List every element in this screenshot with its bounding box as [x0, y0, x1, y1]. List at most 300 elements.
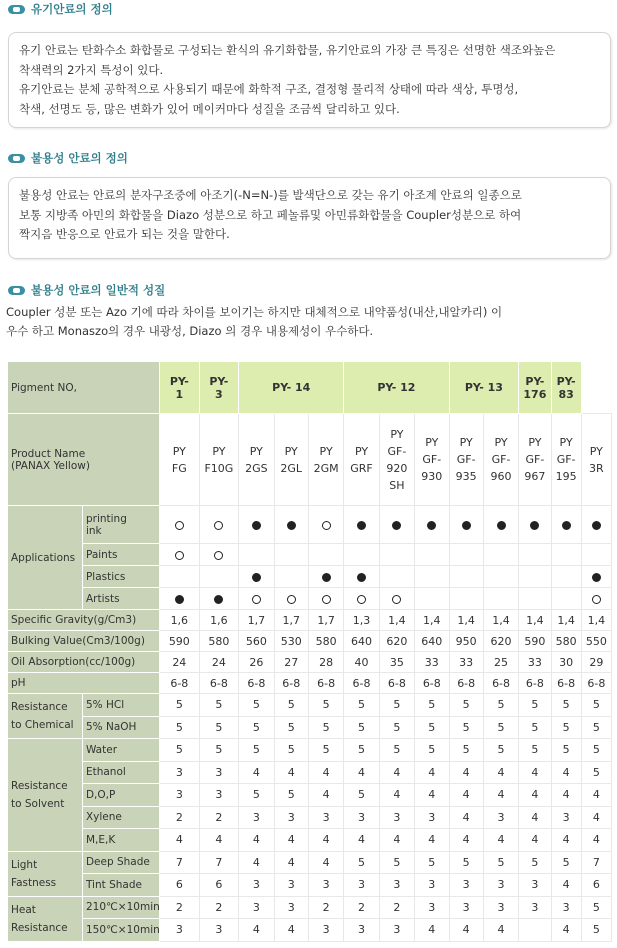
- rating-value: 5: [449, 716, 483, 739]
- property-value: 27: [274, 652, 308, 673]
- application-name: printing ink: [82, 506, 159, 544]
- rating-value: 4: [449, 784, 483, 807]
- application-mark: [379, 566, 414, 588]
- application-mark: [379, 588, 414, 610]
- rating-value: 3: [308, 874, 343, 897]
- application-mark: [239, 544, 274, 566]
- pigment-number: PY- 176: [519, 362, 551, 414]
- rating-value: 3: [344, 874, 379, 897]
- property-name: Bulking Value(Cm3/100g): [8, 631, 160, 652]
- rating-value: 5: [519, 851, 551, 874]
- rating-row: [8, 829, 612, 852]
- rating-value: 4: [308, 761, 343, 784]
- rating-value: 5: [239, 716, 274, 739]
- rating-value: 5: [551, 694, 581, 717]
- rating-value: 3: [274, 874, 308, 897]
- property-value: 580: [199, 631, 239, 652]
- rating-value: 5: [160, 716, 200, 739]
- rating-name: Ethanol: [82, 761, 159, 784]
- rating-row: [8, 694, 612, 717]
- pigment-row: [8, 362, 612, 414]
- application-mark: [344, 588, 379, 610]
- rating-value: 5: [160, 694, 200, 717]
- application-name: Artists: [82, 588, 159, 610]
- rating-value: 4: [581, 806, 611, 829]
- application-mark: [519, 544, 551, 566]
- application-mark: [551, 588, 581, 610]
- open-circle-icon: [214, 551, 223, 560]
- rating-value: 4: [415, 761, 449, 784]
- rating-value: 5: [415, 851, 449, 874]
- application-mark: [239, 588, 274, 610]
- rating-value: 4: [551, 874, 581, 897]
- rating-value: 3: [449, 874, 483, 897]
- filled-circle-icon: [357, 573, 366, 582]
- application-mark: [308, 588, 343, 610]
- property-value: 6-8: [449, 673, 483, 694]
- application-name: Paints: [82, 544, 159, 566]
- group-label: Heat Resistance: [8, 896, 83, 941]
- rating-value: 4: [449, 761, 483, 784]
- application-mark: [344, 544, 379, 566]
- rating-value: 4: [239, 761, 274, 784]
- rating-value: 4: [274, 829, 308, 852]
- product-row: [8, 414, 612, 506]
- rating-row: [8, 761, 612, 784]
- rating-value: 5: [379, 694, 414, 717]
- rating-value: 5: [274, 694, 308, 717]
- rating-value: 3: [379, 919, 414, 942]
- application-mark: [160, 588, 200, 610]
- application-mark: [449, 544, 483, 566]
- rating-value: 4: [581, 784, 611, 807]
- application-mark: [308, 544, 343, 566]
- rating-value: 4: [483, 761, 518, 784]
- property-value: 580: [551, 631, 581, 652]
- rating-value: 5: [379, 716, 414, 739]
- rating-row: [8, 716, 612, 739]
- rating-row: [8, 919, 612, 942]
- rating-value: 5: [415, 739, 449, 762]
- rating-value: 3: [160, 761, 200, 784]
- pigment-number: PY- 13: [449, 362, 519, 414]
- rating-value: 7: [160, 851, 200, 874]
- application-row: [8, 588, 612, 610]
- application-mark: [551, 506, 581, 544]
- rating-value: 4: [308, 829, 343, 852]
- application-mark: [239, 506, 274, 544]
- rating-value: 2: [160, 806, 200, 829]
- application-mark: [344, 506, 379, 544]
- rating-value: 4: [483, 829, 518, 852]
- open-circle-icon: [322, 521, 331, 530]
- rating-value: 4: [551, 761, 581, 784]
- rating-value: 2: [199, 896, 239, 919]
- filled-circle-icon: [392, 521, 401, 530]
- rating-name: Water: [82, 739, 159, 762]
- application-mark: [160, 544, 200, 566]
- rating-value: 4: [239, 919, 274, 942]
- rating-value: 4: [308, 851, 343, 874]
- application-mark: [483, 566, 518, 588]
- property-row: [8, 631, 612, 652]
- property-value: 29: [581, 652, 611, 673]
- property-value: 560: [239, 631, 274, 652]
- rating-value: 4: [274, 919, 308, 942]
- rating-row: [8, 851, 612, 874]
- property-value: 640: [415, 631, 449, 652]
- application-mark: [160, 506, 200, 544]
- property-row: [8, 610, 612, 631]
- application-mark: [239, 566, 274, 588]
- property-value: 1,4: [415, 610, 449, 631]
- filled-circle-icon: [530, 521, 539, 530]
- application-mark: [581, 506, 611, 544]
- application-mark: [581, 544, 611, 566]
- product-name: PY GF- 195: [551, 414, 581, 506]
- rating-value: 3: [551, 806, 581, 829]
- property-value: 1,4: [519, 610, 551, 631]
- rating-value: 5: [483, 739, 518, 762]
- rating-row: [8, 806, 612, 829]
- application-mark: [199, 544, 239, 566]
- property-value: 950: [449, 631, 483, 652]
- property-name: Specific Gravity(g/Cm3): [8, 610, 160, 631]
- rating-value: 4: [483, 919, 518, 942]
- rating-value: 3: [449, 896, 483, 919]
- property-value: 6-8: [344, 673, 379, 694]
- rating-value: 3: [415, 896, 449, 919]
- property-value: 6-8: [274, 673, 308, 694]
- general-properties-text: Coupler 성분 또는 Azo 기에 따라 차이를 보이기는 하지만 대체적으로 내약품성(내산,내알카리) 이 우수 하고 Monaszo의 경우 내광성, Diazo 의 경우 내용제성이 우수하다.: [6, 305, 503, 338]
- application-mark: [519, 566, 551, 588]
- rating-value: 3: [379, 874, 414, 897]
- rating-value: [519, 919, 551, 942]
- rating-value: 5: [415, 716, 449, 739]
- rating-value: 4: [519, 784, 551, 807]
- rating-value: 4: [551, 829, 581, 852]
- rating-value: 7: [581, 851, 611, 874]
- rating-row: [8, 874, 612, 897]
- product-name: PY F10G: [199, 414, 239, 506]
- rating-name: 5% NaOH: [82, 716, 159, 739]
- rating-value: 4: [415, 919, 449, 942]
- product-name: PY FG: [160, 414, 200, 506]
- rating-value: 4: [551, 784, 581, 807]
- rating-name: Tint Shade: [82, 874, 159, 897]
- rating-value: 3: [239, 896, 274, 919]
- property-value: 1,6: [160, 610, 200, 631]
- rating-value: 5: [239, 784, 274, 807]
- rating-value: 3: [551, 896, 581, 919]
- rating-value: 5: [449, 851, 483, 874]
- rating-value: 3: [308, 919, 343, 942]
- property-value: 1,4: [483, 610, 518, 631]
- section-title-general-properties: 불용성 안료의 일반적 성질: [8, 281, 165, 299]
- rating-name: 5% HCl: [82, 694, 159, 717]
- rating-value: 3: [239, 806, 274, 829]
- rating-value: 5: [581, 739, 611, 762]
- property-value: 1,7: [308, 610, 343, 631]
- property-row: [8, 673, 612, 694]
- product-name: PY 3R: [581, 414, 611, 506]
- rating-value: 3: [308, 806, 343, 829]
- rating-value: 4: [415, 784, 449, 807]
- property-value: 28: [308, 652, 343, 673]
- rating-value: 3: [483, 806, 518, 829]
- rating-value: 5: [308, 739, 343, 762]
- rating-value: 5: [519, 694, 551, 717]
- rating-value: 4: [551, 919, 581, 942]
- rating-value: 3: [344, 806, 379, 829]
- rating-value: 3: [199, 761, 239, 784]
- rating-value: 4: [519, 806, 551, 829]
- rating-value: 5: [160, 739, 200, 762]
- property-value: 24: [160, 652, 200, 673]
- rating-value: 6: [199, 874, 239, 897]
- pigment-number: PY- 12: [344, 362, 449, 414]
- application-mark: [308, 566, 343, 588]
- rating-name: Xylene: [82, 806, 159, 829]
- property-value: 25: [483, 652, 518, 673]
- property-value: 1,7: [239, 610, 274, 631]
- rating-value: 5: [483, 716, 518, 739]
- rating-value: 5: [199, 694, 239, 717]
- property-row: [8, 652, 612, 673]
- rating-value: 5: [519, 716, 551, 739]
- rating-value: 4: [274, 761, 308, 784]
- application-mark: [160, 566, 200, 588]
- rating-value: 3: [415, 806, 449, 829]
- property-value: 1,7: [274, 610, 308, 631]
- definition-box-organic: 유기 안료는 탄화수소 화합물로 구성되는 환식의 유기화합물, 유기안료의 가장 큰 특징은 선명한 색조와높은 착색력의 2가지 특성이 있다. 유기안료는 분체 공학적으로 사용되기 때문에 화학적 구조, 결정형 물리적 상태에 따라 색상, 투명성, 착색, 선명도 등, 많은 변화가 있어 메이커마다 성질을 조금씩 달리하고 있다.: [8, 32, 611, 128]
- property-value: 6-8: [415, 673, 449, 694]
- rating-value: 3: [160, 784, 200, 807]
- property-name: Oil Absorption(cc/100g): [8, 652, 160, 673]
- open-circle-icon: [252, 595, 261, 604]
- open-circle-icon: [287, 595, 296, 604]
- rating-value: 4: [581, 829, 611, 852]
- product-name: PY 2GM: [308, 414, 343, 506]
- filled-circle-icon: [214, 595, 223, 604]
- property-value: 33: [449, 652, 483, 673]
- property-value: 580: [308, 631, 343, 652]
- rating-value: 5: [581, 761, 611, 784]
- open-circle-icon: [357, 595, 366, 604]
- rating-value: 3: [379, 806, 414, 829]
- open-circle-icon: [392, 595, 401, 604]
- application-mark: [551, 566, 581, 588]
- rating-value: 6: [581, 874, 611, 897]
- rating-value: 4: [308, 784, 343, 807]
- rating-value: 2: [160, 896, 200, 919]
- rating-value: 6: [160, 874, 200, 897]
- rating-name: M,E,K: [82, 829, 159, 852]
- rating-value: 5: [199, 739, 239, 762]
- rating-name: Deep Shade: [82, 851, 159, 874]
- property-value: 640: [344, 631, 379, 652]
- rating-value: 5: [449, 694, 483, 717]
- rating-value: 3: [483, 874, 518, 897]
- application-row: [8, 506, 612, 544]
- section-title-organic-pigment: 유기안료의 정의: [8, 0, 113, 18]
- filled-circle-icon: [592, 521, 601, 530]
- property-name: pH: [8, 673, 160, 694]
- bullet-pill-icon: [8, 154, 25, 163]
- filled-circle-icon: [592, 573, 601, 582]
- property-value: 30: [551, 652, 581, 673]
- filled-circle-icon: [287, 521, 296, 530]
- property-value: 33: [415, 652, 449, 673]
- application-mark: [274, 566, 308, 588]
- filled-circle-icon: [175, 595, 184, 604]
- product-name: PY 2GS: [239, 414, 274, 506]
- filled-circle-icon: [427, 521, 436, 530]
- group-label: Resistance to Chemical: [8, 694, 83, 739]
- application-mark: [415, 506, 449, 544]
- product-name: PY GRF: [344, 414, 379, 506]
- rating-value: 5: [274, 716, 308, 739]
- property-value: 590: [519, 631, 551, 652]
- rating-value: 5: [344, 784, 379, 807]
- pigment-spec-table: [7, 361, 612, 942]
- application-mark: [449, 588, 483, 610]
- pigment-number: PY- 14: [239, 362, 344, 414]
- rating-value: 4: [449, 919, 483, 942]
- rating-value: 4: [519, 829, 551, 852]
- application-mark: [274, 506, 308, 544]
- filled-circle-icon: [357, 521, 366, 530]
- rating-value: 5: [274, 739, 308, 762]
- application-mark: [519, 506, 551, 544]
- rating-value: 5: [344, 851, 379, 874]
- rating-value: 2: [308, 896, 343, 919]
- filled-circle-icon: [252, 573, 261, 582]
- rating-value: 4: [379, 829, 414, 852]
- rating-value: 3: [483, 896, 518, 919]
- applications-label: Applications: [8, 506, 83, 610]
- application-name: Plastics: [82, 566, 159, 588]
- application-mark: [199, 506, 239, 544]
- rating-value: 4: [344, 829, 379, 852]
- property-value: 530: [274, 631, 308, 652]
- rating-value: 5: [308, 694, 343, 717]
- rating-value: 4: [239, 851, 274, 874]
- bullet-pill-icon: [8, 286, 25, 295]
- property-value: 26: [239, 652, 274, 673]
- property-value: 1,6: [199, 610, 239, 631]
- rating-value: 2: [344, 896, 379, 919]
- pigment-label: Pigment NO,: [8, 362, 160, 414]
- rating-value: 7: [199, 851, 239, 874]
- property-value: 620: [483, 631, 518, 652]
- product-name: PY GF- 920 SH: [379, 414, 414, 506]
- rating-value: 3: [239, 874, 274, 897]
- rating-value: 5: [199, 716, 239, 739]
- application-mark: [415, 544, 449, 566]
- rating-value: 2: [199, 806, 239, 829]
- rating-value: 3: [274, 806, 308, 829]
- rating-value: 5: [519, 739, 551, 762]
- property-value: 550: [581, 631, 611, 652]
- application-mark: [415, 588, 449, 610]
- property-value: 6-8: [379, 673, 414, 694]
- application-mark: [415, 566, 449, 588]
- property-value: 1,4: [581, 610, 611, 631]
- rating-value: 3: [199, 784, 239, 807]
- product-name: PY GF- 967: [519, 414, 551, 506]
- rating-value: 5: [581, 896, 611, 919]
- rating-value: 5: [483, 851, 518, 874]
- rating-value: 5: [551, 739, 581, 762]
- application-row: [8, 544, 612, 566]
- application-mark: [581, 588, 611, 610]
- rating-value: 5: [308, 716, 343, 739]
- property-value: 6-8: [483, 673, 518, 694]
- application-mark: [308, 506, 343, 544]
- property-value: 6-8: [581, 673, 611, 694]
- property-value: 590: [160, 631, 200, 652]
- bullet-pill-icon: [8, 5, 25, 14]
- rating-value: 5: [483, 694, 518, 717]
- open-circle-icon: [214, 521, 223, 530]
- property-value: 1,3: [344, 610, 379, 631]
- rating-value: 4: [379, 761, 414, 784]
- rating-value: 4: [344, 761, 379, 784]
- property-value: 6-8: [199, 673, 239, 694]
- filled-circle-icon: [322, 573, 331, 582]
- application-mark: [274, 588, 308, 610]
- property-value: 6-8: [160, 673, 200, 694]
- property-value: 35: [379, 652, 414, 673]
- rating-name: D,O,P: [82, 784, 159, 807]
- rating-value: 5: [449, 739, 483, 762]
- product-name: PY GF- 930: [415, 414, 449, 506]
- rating-value: 5: [239, 739, 274, 762]
- open-circle-icon: [175, 521, 184, 530]
- filled-circle-icon: [562, 521, 571, 530]
- application-mark: [551, 544, 581, 566]
- open-circle-icon: [592, 595, 601, 604]
- group-label: Light Fastness: [8, 851, 83, 896]
- rating-value: 5: [344, 716, 379, 739]
- rating-value: 3: [199, 919, 239, 942]
- rating-value: 5: [581, 716, 611, 739]
- rating-value: 3: [344, 919, 379, 942]
- application-row: [8, 566, 612, 588]
- definition-box-insoluble: 불용성 안료는 안료의 분자구조중에 아조기(-N=N-)를 발색단으로 갖는 유기 아조계 안료의 일종으로 보통 지방족 아민의 화합물을 Diazo 성분으로 하고 페놀류및 아민류화합물을 Coupler성분으로 하여 짝지음 반응으로 안료가 되는 것을 말한다.: [8, 177, 611, 259]
- rating-name: 150℃×10min: [82, 919, 159, 942]
- application-mark: [519, 588, 551, 610]
- rating-value: 5: [551, 851, 581, 874]
- rating-value: 2: [379, 896, 414, 919]
- product-name: PY GF- 935: [449, 414, 483, 506]
- application-mark: [199, 566, 239, 588]
- rating-value: 5: [415, 694, 449, 717]
- rating-value: 4: [379, 784, 414, 807]
- rating-value: 5: [551, 716, 581, 739]
- property-value: 6-8: [519, 673, 551, 694]
- rating-value: 3: [274, 896, 308, 919]
- rating-value: 5: [344, 694, 379, 717]
- rating-name: 210℃×10min: [82, 896, 159, 919]
- section-title-insoluble-pigment: 불용성 안료의 정의: [8, 149, 128, 167]
- property-value: 1,4: [551, 610, 581, 631]
- application-mark: [581, 566, 611, 588]
- product-label: Product Name (PANAX Yellow): [8, 414, 160, 506]
- application-mark: [483, 506, 518, 544]
- rating-value: 3: [519, 874, 551, 897]
